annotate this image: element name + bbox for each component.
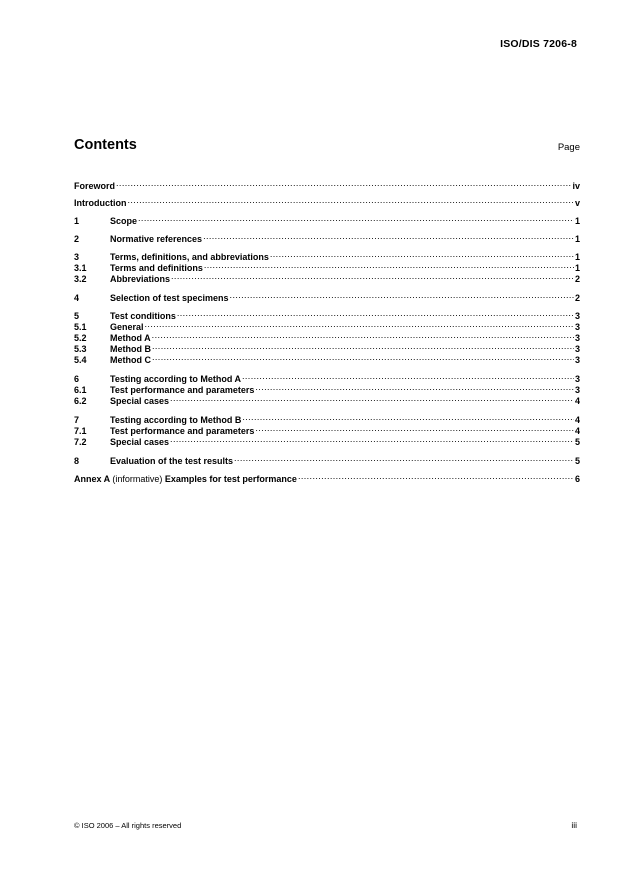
toc-entry-page: 3 (574, 374, 580, 384)
toc-entry-title (74, 474, 297, 485)
toc-entry-annex-a[interactable] (74, 471, 580, 482)
toc-entry-5[interactable] (74, 308, 580, 319)
toc-leader-dots (203, 231, 574, 242)
toc-entry-5-4[interactable] (74, 352, 580, 363)
toc-entry-title: Foreword (74, 181, 116, 191)
toc-entry-page: 6 (574, 474, 580, 484)
toc-entry-3-1[interactable] (74, 260, 580, 271)
toc-entry-6[interactable] (74, 371, 580, 382)
toc-entry-title: Selection of test specimens (110, 293, 229, 303)
toc-entry-number: 5.3 (74, 344, 87, 354)
toc-entry-number: 5.4 (74, 355, 87, 365)
toc-entry-8[interactable] (74, 453, 580, 464)
contents-title: Contents (74, 137, 137, 153)
toc-entry-page: 1 (574, 216, 580, 226)
toc-entry-title: Special cases (110, 437, 170, 447)
toc-entry-1[interactable] (74, 213, 580, 224)
toc-entry-page: iv (572, 181, 580, 191)
toc-entry-number: 5.2 (74, 333, 87, 343)
toc-entry-2[interactable] (74, 231, 580, 242)
toc-entry-3[interactable] (74, 249, 580, 260)
toc-entry-number: 5 (74, 311, 80, 321)
toc-entry-6-1[interactable] (74, 382, 580, 393)
toc-entry-title: Terms and definitions (110, 263, 203, 273)
toc-entry-number: 3.1 (74, 263, 87, 273)
annex-label: Annex A (74, 474, 110, 484)
toc-entry-5-1[interactable] (74, 319, 580, 330)
toc-entry-3-2[interactable] (74, 271, 580, 282)
toc-entry-page: 3 (574, 385, 580, 395)
toc-entry-5-3[interactable] (74, 341, 580, 352)
toc-leader-dots (170, 434, 574, 445)
toc-entry-number: 8 (74, 456, 80, 466)
toc-entry-7-2[interactable] (74, 434, 580, 445)
toc-entry-page: 3 (574, 322, 580, 332)
toc-entry-number: 4 (74, 293, 80, 303)
page-number: iii (571, 820, 577, 830)
toc-entry-title: Normative references (110, 234, 203, 244)
toc-entry-5-2[interactable] (74, 330, 580, 341)
toc-entry-number: 6.1 (74, 385, 87, 395)
toc-leader-dots (152, 341, 574, 352)
document-id: ISO/DIS 7206-8 (500, 38, 577, 50)
toc-leader-dots (145, 319, 574, 330)
toc-entry-page: 2 (574, 274, 580, 284)
toc-entry-title: Method A (110, 333, 151, 343)
annex-note: (informative) (112, 474, 163, 484)
toc-leader-dots (152, 330, 574, 341)
toc-entry-title: General (110, 322, 144, 332)
toc-entry-title: Introduction (74, 198, 127, 208)
toc-entry-page: 1 (574, 252, 580, 262)
toc-leader-dots (204, 260, 574, 271)
toc-entry-title: Method C (110, 355, 151, 365)
toc-entry-page: 1 (574, 263, 580, 273)
toc-entry-7-1[interactable] (74, 423, 580, 434)
toc-leader-dots (255, 423, 574, 434)
toc-entry-title: Abbreviations (110, 274, 171, 284)
toc-entry-6-2[interactable] (74, 393, 580, 404)
toc-entry-title: Scope (110, 216, 138, 226)
toc-leader-dots (128, 195, 574, 206)
annex-title: Examples for test performance (164, 474, 297, 484)
toc-entry-number: 3.2 (74, 274, 87, 284)
toc-entry-title: Test performance and parameters (110, 426, 255, 436)
toc-leader-dots (171, 271, 574, 282)
toc-entry-number: 7.2 (74, 437, 87, 447)
toc-entry-number: 6.2 (74, 396, 87, 406)
page-column-label: Page (557, 142, 580, 153)
toc-leader-dots (255, 382, 574, 393)
toc-entry-number: 6 (74, 374, 80, 384)
toc-leader-dots (138, 213, 574, 224)
toc-entry-number: 7 (74, 415, 80, 425)
toc-entry-number: 7.1 (74, 426, 87, 436)
copyright-notice: © ISO 2006 – All rights reserved (74, 821, 182, 830)
toc-entry-page: 5 (574, 437, 580, 447)
toc-entry-number: 1 (74, 216, 80, 226)
toc-entry-page: 3 (574, 333, 580, 343)
toc-entry-title: Terms, definitions, and abbreviations (110, 252, 269, 262)
toc-leader-dots (234, 453, 574, 464)
toc-entry-title: Test performance and parameters (110, 385, 255, 395)
toc-leader-dots (230, 290, 574, 301)
toc-leader-dots (270, 249, 574, 260)
toc-entry-title: Testing according to Method A (110, 374, 241, 384)
toc-entry-page: 4 (574, 396, 580, 406)
toc-entry-title: Testing according to Method B (110, 415, 242, 425)
toc-leader-dots (170, 393, 574, 404)
toc-entry-page: 3 (574, 355, 580, 365)
toc-entry-page: v (574, 198, 580, 208)
toc-entry-page: 3 (574, 311, 580, 321)
toc-entry-page: 3 (574, 344, 580, 354)
toc-leader-dots (298, 471, 574, 482)
toc-leader-dots (177, 308, 574, 319)
toc-entry-title: Evaluation of the test results (110, 456, 234, 466)
toc-leader-dots (242, 371, 574, 382)
toc-leader-dots (116, 178, 571, 189)
toc-entry-number: 2 (74, 234, 80, 244)
toc-entry-4[interactable] (74, 290, 580, 301)
toc-entry-foreword[interactable] (74, 178, 580, 189)
toc-entry-page: 2 (574, 293, 580, 303)
toc-leader-dots (152, 352, 574, 363)
toc-entry-title: Test conditions (110, 311, 176, 321)
toc-entry-introduction[interactable] (74, 195, 580, 206)
toc-entry-7[interactable] (74, 412, 580, 423)
toc-entry-page: 1 (574, 234, 580, 244)
toc-entry-page: 5 (574, 456, 580, 466)
toc-leader-dots (242, 412, 574, 423)
toc-entry-page: 4 (574, 426, 580, 436)
toc-entry-number: 5.1 (74, 322, 87, 332)
toc-entry-title: Method B (110, 344, 151, 354)
toc-entry-title: Special cases (110, 396, 170, 406)
toc-entry-number: 3 (74, 252, 80, 262)
toc-entry-page: 4 (574, 415, 580, 425)
